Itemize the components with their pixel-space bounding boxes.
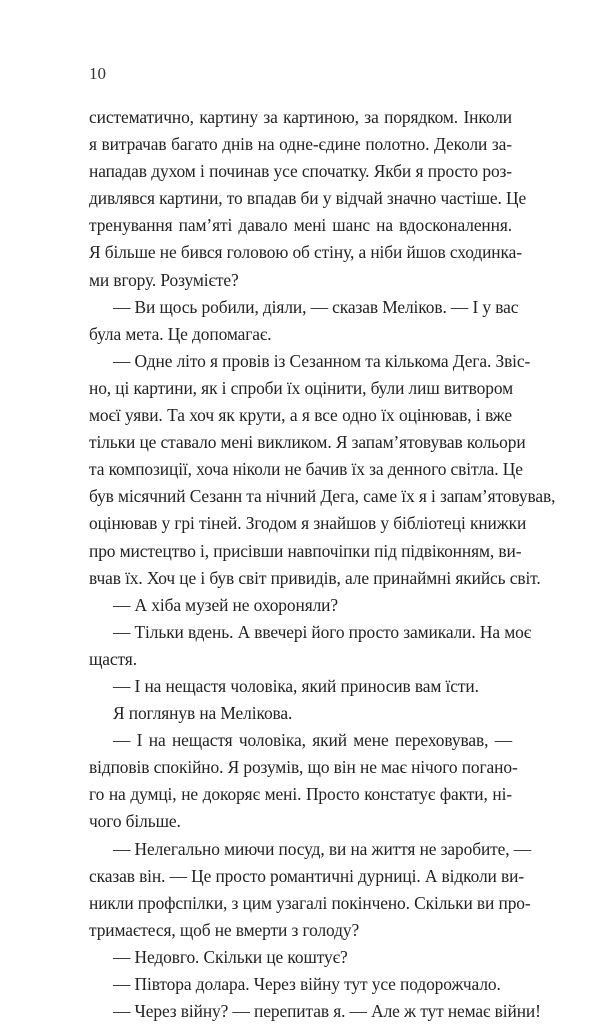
text-line: був місячний Сезанн та нічний Дега, саме їх я і запам’ятовував, (89, 486, 556, 507)
text-line: була мета. Це допомагає. (89, 323, 272, 344)
text-line: моєї уяви. Та хоч як крути, а я все одно їх оцінював, і вже (89, 405, 512, 426)
text-line: — Через війну? — перепитав я. — Але ж тут немає війни! (113, 1001, 541, 1022)
text-line: — Тільки вдень. А ввечері його просто замикали. На моє (113, 621, 532, 642)
text-line: тільки це ставало мені викликом. Я запам’ятовував кольори (89, 432, 526, 453)
text-line: ми вгору. Розумієте? (89, 269, 239, 290)
text-line: сказав він. — Це просто романтичні дурниці. А відколи ви- (89, 865, 525, 886)
text-line: — І на нещастя чоловіка, який приносив вам їсти. (113, 675, 479, 696)
text-line: нападав духом і починав усе спочатку. Якби я просто роз- (89, 161, 512, 182)
body-text (89, 104, 556, 1025)
text-line: відповів спокійно. Я розумів, що він не має нічого погано- (89, 757, 518, 778)
text-line: — Одне літо я провів із Сезанном та кількома Дега. Звіс- (113, 350, 531, 371)
text-line: оцінював у грі тіней. Згодом я знайшов у бібліотеці книжки (89, 513, 527, 534)
text-line: систематично, картину за картиною, за порядком. Інколи (89, 107, 512, 127)
text-line: — Ви щось робили, діяли, — сказав Меліков. — І у вас (113, 296, 519, 317)
text-line: Я більше не бився головою об стіну, а ніби йшов сходинка- (89, 242, 522, 263)
text-line: никли профспілки, з цим узагалі покінчено. Скільки ви про- (89, 892, 531, 913)
text-line: Я поглянув на Мелікова. (113, 703, 293, 724)
text-line: щастя. (89, 648, 137, 669)
text-line: дивлявся картини, то впадав би у відчай значно частіше. Це (89, 188, 527, 209)
text-line: — Недовго. Скільки це коштує? (113, 946, 348, 967)
page-number: 10 (89, 64, 106, 83)
text-line: — Нелегально миючи посуд, ви на життя не заробите, — (113, 838, 532, 859)
text-line: вчав їх. Хоч це і був світ привидів, але принаймні якийсь світ. (89, 567, 541, 588)
text-line: — Півтора долара. Через війну тут усе подорожчало. (113, 974, 501, 994)
text-line: но, ці картини, як і спроби їх оцінити, були лиш витвором (89, 377, 514, 398)
text-line: тренування пам’яті давало мені шанс на вдосконалення. (89, 215, 512, 236)
text-line: чого більше. (89, 811, 181, 832)
text-line: го на думці, не докоряє мені. Просто констатує факти, ні- (89, 784, 512, 805)
text-line: я витрачав багато днів на одне-єдине полотно. Деколи за- (89, 134, 512, 155)
text-line: — А хіба музей не охороняли? (113, 594, 338, 615)
text-line: тримаєтеся, щоб не вмерти з голоду? (89, 919, 360, 940)
text-line: та композиції, хоча ніколи не бачив їх за денного світла. Це (89, 459, 523, 480)
text-line: про мистецтво і, присівши навпочіпки під підвіконням, ви- (89, 540, 522, 561)
text-line: — І на нещастя чоловіка, який мене переховував, — (113, 730, 512, 751)
